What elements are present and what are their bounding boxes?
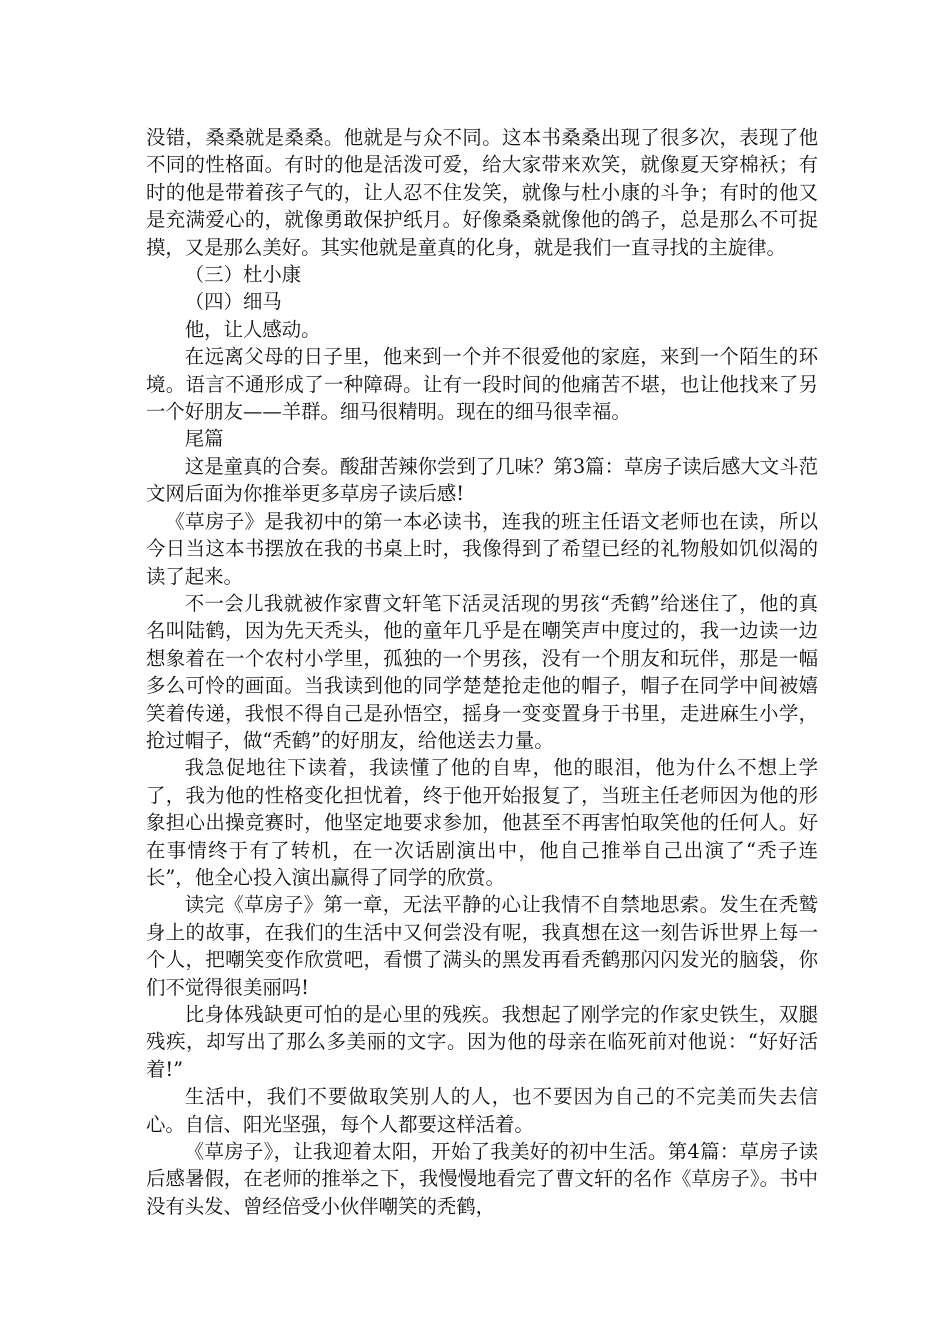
- paragraph: 生活中，我们不要做取笑别人的人，也不要因为自己的不完美而失去信心。自信、阳光坚强，每个人都要这样活着。: [146, 1085, 818, 1136]
- paragraph: 没错，桑桑就是桑桑。他就是与众不同。这本书桑桑出现了很多次，表现了他不同的性格面。有时的他是活泼可爱，给大家带来欢笑，就像夏天穿棉袄；有时的他是带着孩子气的，让人忍不住发笑，就像与杜小康的斗争；有时的他又是充满爱心的，就像勇敢保护纸月。好像桑桑就像他的鸽子，总是那么不可捉摸，又是那么美好。其实他就是童真的化身，就是我们一直寻找的主旋律。: [146, 126, 818, 259]
- section-heading-du-xiaokang: （三）杜小康: [184, 263, 302, 287]
- paragraph: 读完《草房子》第一章，无法平静的心让我情不自禁地思索。发生在秃鹫身上的故事，在我们的生活中又何尝没有呢，我真想在这一刻告诉世界上每一个人，把嘲笑变作欣赏吧，看惯了满头的黑发再看秃鹤那闪闪发光的脑袋，你们不觉得很美丽吗!: [146, 893, 818, 999]
- document-page: [146, 124, 818, 1220]
- paragraph: 这是童真的合奏。酸甜苦辣你尝到了几味？第3篇：草房子读后感大文斗范文网后面为你推举更多草房子读后感!: [146, 454, 818, 506]
- section-heading-xima: （四）细马: [184, 290, 282, 314]
- paragraph: 《草房子》，让我迎着太阳，开始了我美好的初中生活。第4篇：草房子读后感暑假，在老师的推举之下，我慢慢地看完了曹文轩的名作《草房子》。书中没有头发、曾经倍受小伙伴嘲笑的秃鹤，: [146, 1140, 818, 1218]
- paragraph: 他，让人感动。: [184, 317, 321, 341]
- paragraph: 在远离父母的日子里，他来到一个并不很爱他的家庭，来到一个陌生的环境。语言不通形成了一种障碍。让有一段时间的他痛苦不堪，也让他找来了另一个好朋友——羊群。细马很精明。现在的细马很幸福。: [146, 345, 818, 424]
- paragraph: 我急促地往下读着，我读懂了他的自卑，他的眼泪，他为什么不想上学了，我为他的性格变化担忧着，终于他开始报复了，当班主任老师因为他的形象担心出操竞赛时，他坚定地要求参加，他甚至不再害怕取笑他的任何人。好在事情终于有了转机，在一次话剧演出中，他自己推举自己出演了“秃子连长”，他全心投入演出赢得了同学的欣赏。: [146, 756, 818, 889]
- paragraph: 《草房子》是我初中的第一本必读书，连我的班主任语文老师也在读，所以今日当这本书摆放在我的书桌上时，我像得到了希望已经的礼物般如饥似渴的读了起来。: [146, 509, 818, 588]
- paragraph: 不一会儿我就被作家曹文轩笔下活灵活现的男孩“秃鹤”给迷住了，他的真名叫陆鹤，因为先天秃头，他的童年几乎是在嘲笑声中度过的，我一边读一边想象着在一个农村小学里，孤独的一个男孩，没有一个朋友和玩伴，那是一幅多么可怜的画面。当我读到他的同学楚楚抢走他的帽子，帽子在同学中间被嬉笑着传递，我恨不得自己是孙悟空，摇身一变变置身于书里，走进麻生小学，抢过帽子，做“秃鹤”的好朋友，给他送去力量。: [146, 591, 818, 752]
- paragraph: 比身体残缺更可怕的是心里的残疾。我想起了刚学完的作家史铁生，双腿残疾，却写出了那么多美丽的文字。因为他的母亲在临死前对他说：“好好活着!”: [146, 1003, 818, 1081]
- section-heading-epilogue: 尾篇: [184, 427, 224, 451]
